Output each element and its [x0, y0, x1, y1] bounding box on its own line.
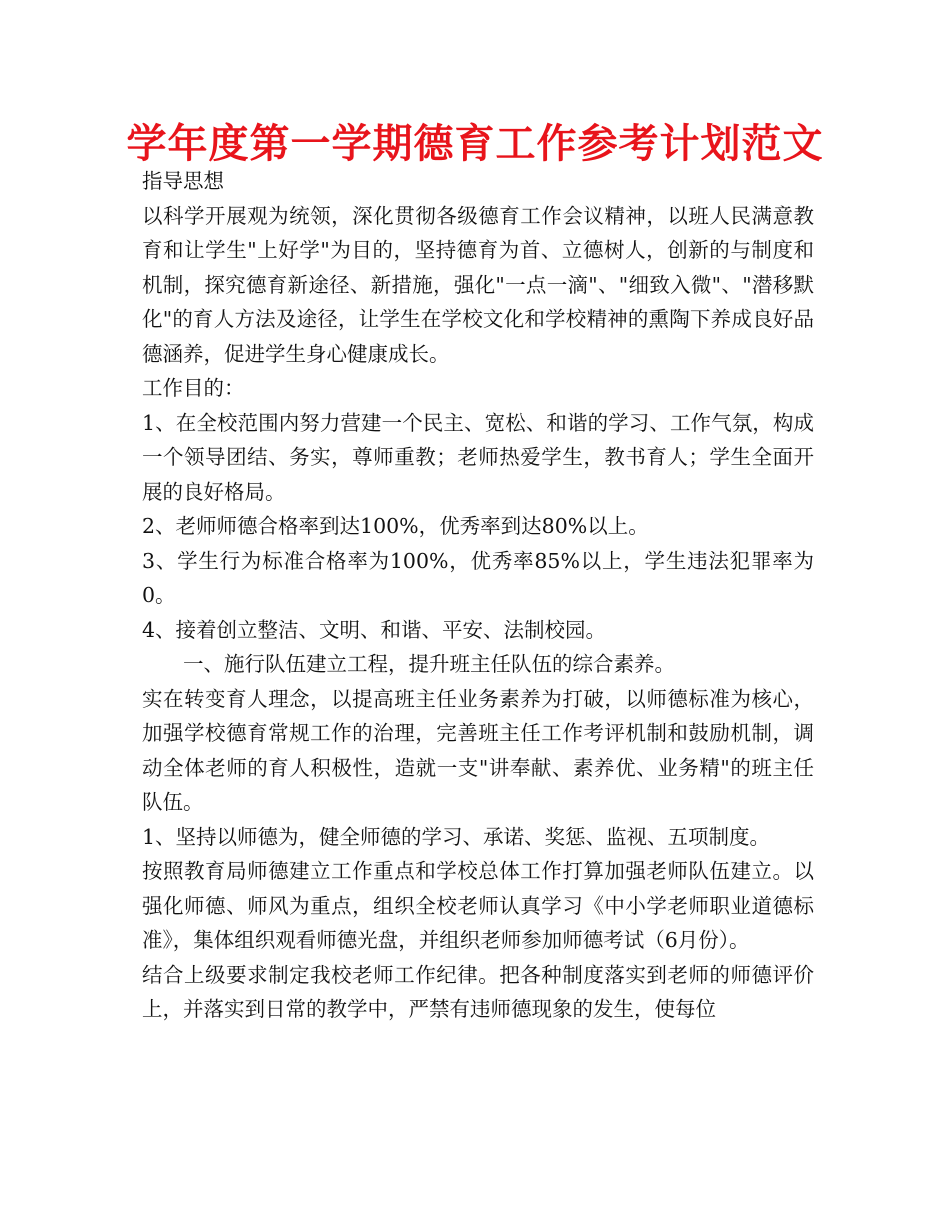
heading-guiding-thought: 指导思想 — [142, 169, 224, 193]
section-1-item-1: 1、坚持以师德为，健全师德的学习、承诺、奖惩、监视、五项制度。 — [142, 824, 771, 849]
paragraph-guiding-thought: 以科学开展观为统领，深化贯彻各级德育工作会议精神，以班人民满意教育和让学生"上好学"为目的，坚持德育为首、立德树人，创新的与制度和机制，探究德育新途径、新措施，强化"一点一滴"、"细致入微"、"潜移默化"的育人方法及途径，让学生在学校文化和学校精神的熏陶下养成良好品德涵养，促进学生身心健康成长。 — [142, 203, 814, 366]
paragraph-section-1: 实在转变育人理念，以提高班主任业务素养为打破，以师德标准为核心，加强学校德育常规工作的治理，完善班主任工作考评机制和鼓励机制，调动全体老师的育人积极性，造就一支"讲奉献、素养优、业务精"的班主任队伍。 — [142, 686, 814, 814]
document-title: 学年度第一学期德育工作参考计划范文 — [126, 121, 824, 167]
document-body — [142, 164, 814, 1027]
section-heading-1: 一、施行队伍建立工程，提升班主任队伍的综合素养。 — [183, 652, 675, 676]
goal-item-4: 4、接着创立整洁、文明、和谐、平安、法制校园。 — [142, 617, 607, 642]
heading-work-goals: 工作目的： — [142, 376, 245, 400]
goal-item-3: 3、学生行为标准合格率为100%，优秀率85%以上，学生违法犯罪率为0。 — [142, 548, 814, 607]
goal-item-2: 2、老师师德合格率到达100%，优秀率到达80%以上。 — [142, 514, 649, 538]
goal-item-1: 1、在全校范围内努力营建一个民主、宽松、和谐的学习、工作气氛，构成一个领导团结、务实，尊师重教；老师热爱学生，教书育人；学生全面开展的良好格局。 — [142, 410, 814, 504]
paragraph-teacher-ethics: 按照教育局师德建立工作重点和学校总体工作打算加强老师队伍建立。以强化师德、师风为重点，组织全校老师认真学习《中小学老师职业道德标准》，集体组织观看师德光盘，并组织老师参加师德考试（6月份）。 — [142, 859, 814, 952]
paragraph-work-discipline: 结合上级要求制定我校老师工作纪律。把各种制度落实到老师的师德评价上，并落实到日常的教学中，严禁有违师德现象的发生，使每位 — [142, 962, 814, 1021]
